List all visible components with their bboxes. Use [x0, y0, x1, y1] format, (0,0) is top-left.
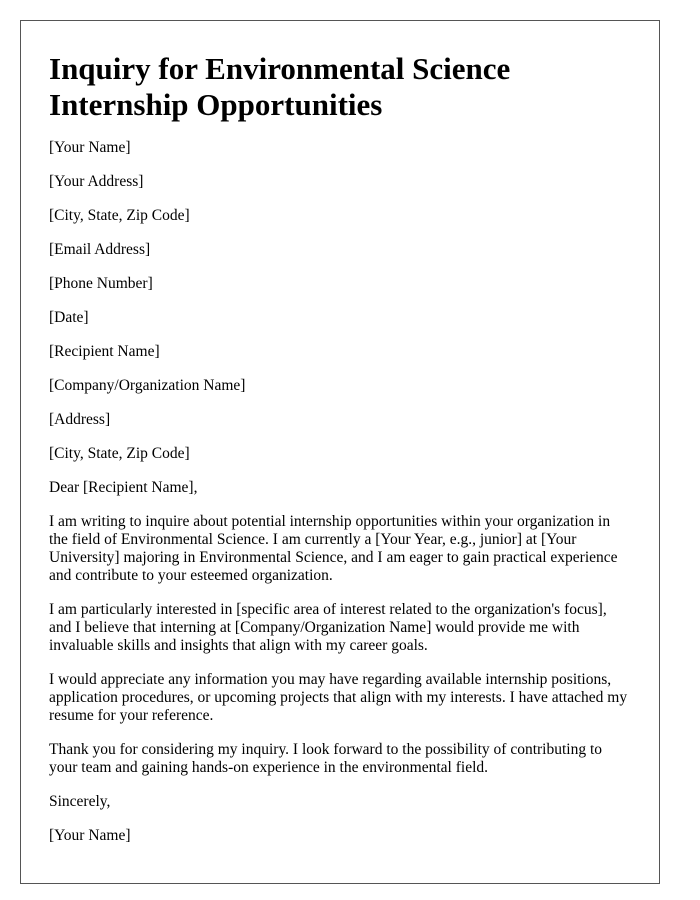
salutation: Dear [Recipient Name],: [49, 479, 198, 496]
body-paragraph-1: I am writing to inquire about potential internship opportunities within your organization in the field of Environmental Science. I am currently a [Your Year, e.g., junior] at [Your University] majoring in Environmental Science, and I am eager to gain practical experience and contribute to your esteemed organization.: [49, 513, 618, 584]
letter-date: [Date]: [49, 309, 89, 326]
signature: [Your Name]: [49, 827, 131, 844]
sender-name: [Your Name]: [49, 139, 131, 156]
closing: Sincerely,: [49, 793, 111, 810]
sender-city-state-zip: [City, State, Zip Code]: [49, 207, 190, 224]
letter-title: Inquiry for Environmental Science Internship Opportunities: [49, 51, 511, 122]
sender-phone: [Phone Number]: [49, 275, 153, 292]
recipient-name: [Recipient Name]: [49, 343, 160, 360]
recipient-address: [Address]: [49, 411, 111, 428]
body-paragraph-4: Thank you for considering my inquiry. I look forward to the possibility of contributing to your team and gaining hands-on experience in the environmental field.: [49, 741, 603, 776]
sender-email: [Email Address]: [49, 241, 151, 258]
recipient-organization: [Company/Organization Name]: [49, 377, 246, 394]
body-paragraph-3: I would appreciate any information you may have regarding available internship positions, application procedures, or upcoming projects that align with my interests. I have attached my resume for your reference.: [49, 671, 628, 724]
sender-address: [Your Address]: [49, 173, 144, 190]
recipient-city-state-zip: [City, State, Zip Code]: [49, 445, 190, 462]
letter-page: [20, 20, 660, 884]
body-paragraph-2: I am particularly interested in [specific area of interest related to the organization's focus], and I believe that interning at [Company/Organization Name] would provide me with invaluable skills and insights that align with my career goals.: [49, 601, 607, 654]
